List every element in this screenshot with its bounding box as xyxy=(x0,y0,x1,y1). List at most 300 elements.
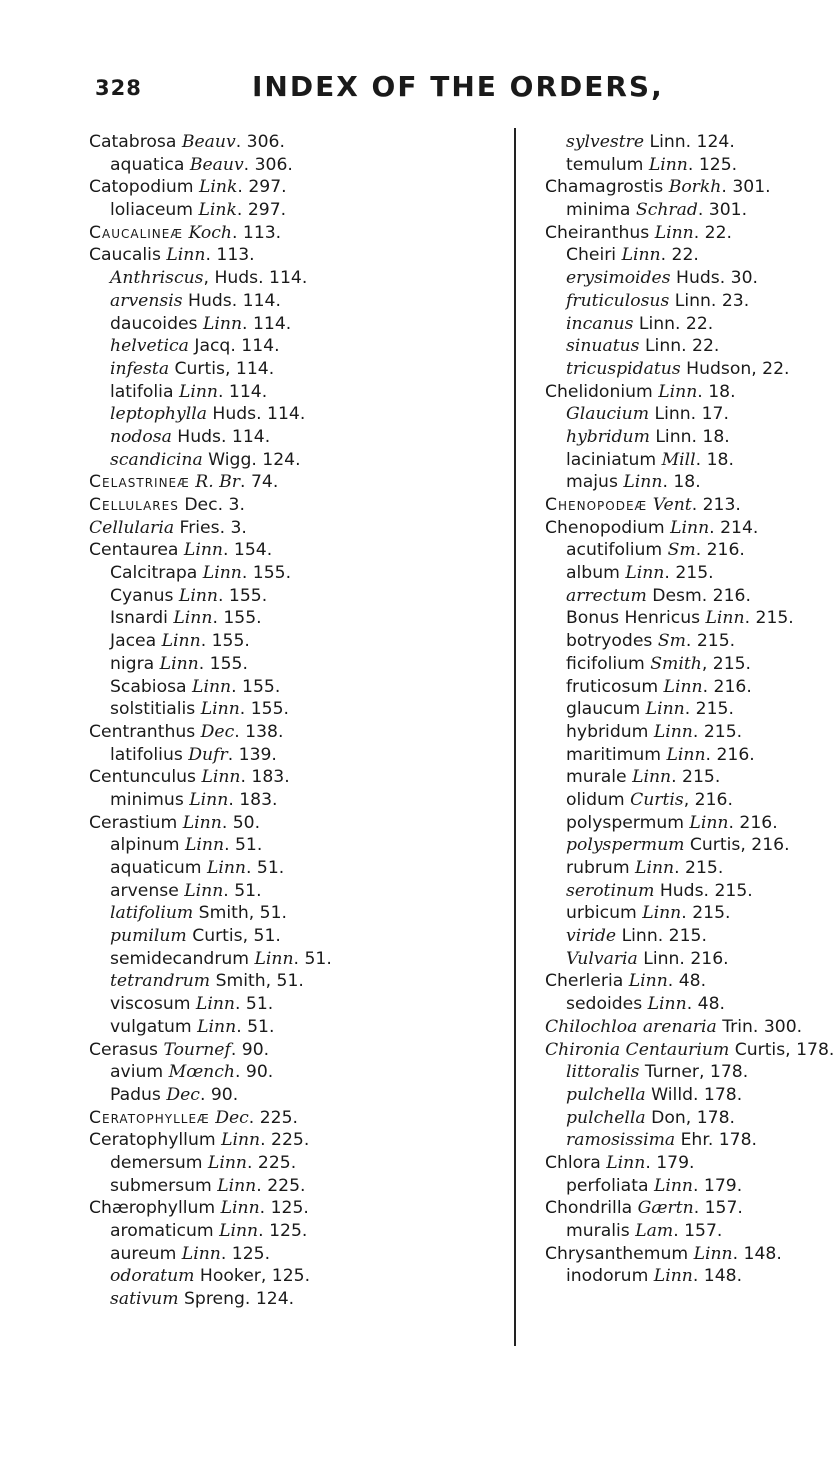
index-entry xyxy=(545,494,795,517)
entry-text-segment: semidecandrum xyxy=(110,948,255,969)
entry-text-segment: Linn xyxy=(653,1266,693,1287)
entry-text-segment: Link xyxy=(199,177,238,198)
index-subentry xyxy=(89,426,504,449)
entry-text-segment: . 113. xyxy=(231,222,282,243)
entry-text-segment: Chamagrostis xyxy=(545,177,669,198)
index-entry xyxy=(545,1197,795,1220)
entry-text-segment: Mill xyxy=(661,449,696,470)
index-subentry xyxy=(545,449,795,472)
entry-text-segment: Linn xyxy=(159,653,199,674)
index-subentry xyxy=(545,1175,795,1198)
index-subentry xyxy=(545,244,795,267)
index-subentry xyxy=(545,267,795,290)
entry-text-segment: Linn xyxy=(648,154,688,175)
index-subentry xyxy=(89,630,504,653)
index-subentry xyxy=(89,744,504,767)
entry-text-segment: . 179. xyxy=(693,1175,743,1196)
entry-text-segment: Linn xyxy=(217,1175,257,1196)
index-subentry xyxy=(89,653,504,676)
entry-text-segment: demersum xyxy=(110,1152,208,1173)
entry-text-segment: . 216. xyxy=(705,744,755,765)
entry-text-segment: Linn xyxy=(632,767,672,788)
index-subentry xyxy=(89,358,504,381)
entry-text-segment: Linn xyxy=(189,789,229,810)
entry-text-segment: vulgatum xyxy=(110,1016,198,1037)
entry-text-segment: muralis xyxy=(566,1221,636,1241)
index-entry xyxy=(545,176,795,199)
entry-text-segment: Chlora xyxy=(545,1152,607,1173)
entry-text-segment: infesta xyxy=(110,358,170,379)
entry-text-segment: Curtis, 178. xyxy=(729,1039,834,1060)
index-subentry xyxy=(545,1265,795,1288)
index-subentry xyxy=(545,948,795,971)
entry-text-segment: . 90. xyxy=(234,1062,274,1083)
entry-text-segment: Linn xyxy=(647,994,687,1015)
entry-text-segment: Huds. 114. xyxy=(182,290,281,311)
entry-text-segment: . 51. xyxy=(224,835,263,856)
entry-text-segment: nigra xyxy=(110,653,160,674)
entry-text-segment: Spreng. 124. xyxy=(178,1289,295,1310)
entry-text-segment: Curtis, 51. xyxy=(186,926,281,947)
entry-text-segment: . 215. xyxy=(681,903,731,924)
index-subentry xyxy=(89,834,504,857)
index-entry xyxy=(89,766,504,789)
entry-text-segment: littoralis xyxy=(566,1062,640,1083)
entry-text-segment: ficifolium xyxy=(566,653,651,674)
entry-text-segment: . 48. xyxy=(667,971,707,992)
index-subentry xyxy=(545,403,795,426)
entry-text-segment: nodosa xyxy=(110,426,172,447)
entry-text-segment: Cyanus xyxy=(110,585,179,606)
entry-text-segment: tricuspidatus xyxy=(566,358,681,379)
index-subentry xyxy=(545,154,795,177)
index-subentry xyxy=(545,653,795,676)
entry-text-segment: Caucalis xyxy=(89,245,167,266)
entry-text-segment: . 215. xyxy=(671,767,721,788)
entry-text-segment: arvense xyxy=(110,880,185,901)
index-subentry xyxy=(89,1016,504,1039)
index-subentry xyxy=(545,1129,795,1152)
entry-text-segment: . 155. xyxy=(217,585,268,606)
entry-text-segment: Willd. 178. xyxy=(645,1084,743,1105)
entry-text-segment: sativum xyxy=(110,1289,179,1310)
entry-text-segment: . 155. xyxy=(212,608,262,629)
entry-text-segment: Chondrilla xyxy=(545,1198,638,1219)
entry-text-segment: . 155. xyxy=(198,653,248,674)
index-subentry xyxy=(89,948,504,971)
entry-text-segment: Cellulares xyxy=(89,495,179,515)
entry-text-segment: . 215. xyxy=(685,631,736,652)
entry-text-segment: Linn. 22. xyxy=(639,336,720,357)
entry-text-segment: Linn xyxy=(606,1152,646,1173)
entry-text-segment: Celastrineæ xyxy=(89,472,190,493)
entry-text-segment: Huds. 215. xyxy=(654,880,753,901)
entry-text-segment: Sm xyxy=(667,540,696,561)
index-subentry xyxy=(89,1084,504,1107)
entry-text-segment: Sm xyxy=(657,631,686,652)
index-subentry xyxy=(89,970,504,993)
entry-text-segment: Smith, 51. xyxy=(193,903,288,924)
entry-text-segment: viride xyxy=(566,926,617,947)
index-subentry xyxy=(545,789,795,812)
entry-text-segment: . 306. xyxy=(235,132,285,152)
entry-text-segment: hybridum xyxy=(566,721,654,742)
index-subentry xyxy=(545,880,795,903)
index-subentry xyxy=(89,1288,504,1311)
entry-text-segment: Centunculus xyxy=(89,767,202,788)
entry-text-segment: solstitialis xyxy=(110,699,201,720)
entry-text-segment: tetrandrum xyxy=(110,971,211,992)
entry-text-segment: Ceratophylleæ xyxy=(89,1107,210,1128)
entry-text-segment: Linn xyxy=(161,631,201,652)
entry-text-segment: . 225. xyxy=(246,1152,297,1173)
entry-text-segment: Scabiosa xyxy=(110,676,193,697)
entry-text-segment: olidum xyxy=(566,789,631,810)
entry-text-segment: Chironia Centaurium xyxy=(545,1039,730,1060)
entry-text-segment: perfoliata xyxy=(566,1175,654,1196)
entry-text-segment: Linn xyxy=(658,381,698,402)
entry-text-segment: Linn xyxy=(654,222,694,243)
index-entry xyxy=(89,1129,504,1152)
entry-text-segment: polyspermum xyxy=(566,835,685,856)
entry-text-segment: . 225. xyxy=(256,1175,306,1196)
entry-text-segment: arrectum xyxy=(566,585,647,606)
entry-text-segment: , 215. xyxy=(701,653,752,674)
index-subentry xyxy=(89,290,504,313)
entry-text-segment: . 51. xyxy=(236,1016,275,1037)
entry-text-segment: Linn xyxy=(207,1152,247,1173)
index-entry xyxy=(545,1016,803,1039)
entry-text-segment: Centranthus xyxy=(89,721,201,742)
entry-text-segment: Curtis xyxy=(630,789,684,810)
entry-text-segment: fruticosum xyxy=(566,676,664,697)
index-subentry xyxy=(89,880,504,903)
entry-text-segment: Linn xyxy=(219,1221,259,1241)
index-subentry xyxy=(545,471,795,494)
entry-text-segment: . 138. xyxy=(234,721,284,742)
entry-text-segment: Linn xyxy=(173,608,213,629)
entry-text-segment: Ceratophyllum xyxy=(89,1130,222,1151)
index-subentry xyxy=(545,698,795,721)
entry-text-segment: Dec. 3. xyxy=(178,495,245,515)
entry-text-segment: Linn xyxy=(192,676,232,697)
entry-text-segment: Linn xyxy=(183,540,223,561)
entry-text-segment: . 114. xyxy=(218,381,268,402)
entry-text-segment: Linn. 23. xyxy=(669,290,750,311)
index-subentry xyxy=(89,1220,504,1243)
entry-text-segment: Jacea xyxy=(110,631,162,652)
index-subentry xyxy=(89,335,504,358)
entry-text-segment: polyspermum xyxy=(566,812,690,833)
entry-text-segment: Huds. 114. xyxy=(171,426,271,447)
page-header xyxy=(0,70,800,110)
entry-text-segment: . 51. xyxy=(246,858,285,878)
entry-text-segment: Chrysanthemum xyxy=(545,1243,694,1264)
entry-text-segment: Caucalineæ xyxy=(89,222,184,243)
index-subentry xyxy=(545,676,795,699)
entry-text-segment: Linn xyxy=(666,744,706,765)
index-subentry xyxy=(545,857,795,880)
entry-text-segment: murale xyxy=(566,767,633,788)
entry-text-segment: Linn xyxy=(623,472,663,493)
entry-text-segment: . 213. xyxy=(691,495,741,515)
entry-text-segment: . 215. xyxy=(684,699,734,720)
entry-text-segment: Linn xyxy=(645,699,685,720)
index-entry xyxy=(89,1197,504,1220)
entry-text-segment: Chenopodium xyxy=(545,517,671,538)
entry-text-segment: Curtis, 114. xyxy=(169,358,275,379)
entry-text-segment: . 215. xyxy=(744,608,794,629)
entry-text-segment: daucoides xyxy=(110,313,203,334)
entry-text-segment: . 148. xyxy=(692,1266,743,1287)
index-entry xyxy=(89,517,504,540)
page-number: 328 xyxy=(95,76,142,100)
entry-text-segment: album xyxy=(566,563,626,584)
entry-text-segment: Linn xyxy=(206,858,246,878)
index-entry xyxy=(89,1107,504,1130)
entry-text-segment: . 155. xyxy=(241,563,292,584)
entry-text-segment: Dufr xyxy=(188,744,228,765)
entry-text-segment: . 179. xyxy=(645,1152,695,1173)
entry-text-segment: . 157. xyxy=(693,1198,743,1219)
index-entry xyxy=(89,1039,504,1062)
entry-text-segment: Dec xyxy=(200,721,235,742)
index-subentry xyxy=(545,993,795,1016)
index-entry xyxy=(89,471,504,494)
index-entry xyxy=(89,176,504,199)
index-subentry xyxy=(545,721,795,744)
index-subentry xyxy=(545,1220,795,1243)
entry-text-segment: . 301. xyxy=(697,200,748,221)
entry-text-segment: . 125. xyxy=(259,1198,309,1219)
entry-text-segment: Linn xyxy=(202,563,242,584)
entry-text-segment: . 18. xyxy=(695,449,734,470)
entry-text-segment: Linn xyxy=(705,608,745,629)
running-title: INDEX OF THE ORDERS, xyxy=(252,70,664,103)
entry-text-segment: . 51. xyxy=(223,880,262,901)
index-subentry xyxy=(89,993,504,1016)
index-subentry xyxy=(89,902,504,925)
entry-text-segment: Hooker, 125. xyxy=(194,1266,311,1287)
entry-text-segment: Beauv xyxy=(189,154,244,175)
right-column xyxy=(545,131,834,1288)
entry-text-segment: pulchella xyxy=(566,1084,646,1105)
entry-text-segment: pulchella xyxy=(566,1107,646,1128)
entry-text-segment: Linn xyxy=(628,971,668,992)
entry-text-segment: . 155. xyxy=(200,631,250,652)
entry-text-segment: aureum xyxy=(110,1243,182,1264)
entry-text-segment: Linn xyxy=(670,517,710,538)
index-entry xyxy=(545,970,795,993)
entry-text-segment: Huds. 114. xyxy=(206,404,306,425)
entry-text-segment: aquaticum xyxy=(110,858,207,878)
entry-text-segment: Smith, 51. xyxy=(210,971,304,992)
index-subentry xyxy=(545,199,795,222)
entry-text-segment: acutifolium xyxy=(566,540,668,561)
entry-text-segment: . 183. xyxy=(228,789,278,810)
entry-text-segment: Link xyxy=(198,200,237,221)
entry-text-segment: Linn xyxy=(642,903,682,924)
entry-text-segment: ramosissima xyxy=(566,1130,676,1151)
index-subentry xyxy=(89,562,504,585)
index-subentry xyxy=(545,607,795,630)
index-subentry xyxy=(545,744,795,767)
entry-text-segment: . 51. xyxy=(293,948,332,969)
entry-text-segment: . 22. xyxy=(693,222,733,243)
index-subentry xyxy=(89,925,504,948)
entry-text-segment: Linn xyxy=(254,948,294,969)
entry-text-segment: Linn xyxy=(621,245,661,266)
entry-text-segment: Ehr. 178. xyxy=(675,1130,758,1151)
entry-text-segment: Chilochloa arenaria xyxy=(545,1016,717,1037)
index-subentry xyxy=(545,1061,795,1084)
index-subentry xyxy=(545,335,795,358)
entry-text-segment: Linn xyxy=(195,994,235,1015)
index-subentry xyxy=(545,290,795,313)
entry-text-segment: minimus xyxy=(110,789,190,810)
entry-text-segment: Linn xyxy=(663,676,703,697)
entry-text-segment: Catabrosa xyxy=(89,132,182,152)
entry-text-segment: Huds. 30. xyxy=(670,268,758,289)
entry-text-segment: Linn xyxy=(221,1130,261,1151)
entry-text-segment: . 90. xyxy=(199,1084,239,1105)
entry-text-segment: Cerastium xyxy=(89,812,183,833)
index-entry xyxy=(89,812,504,835)
entry-text-segment: avium xyxy=(110,1062,169,1083)
index-subentry xyxy=(545,562,795,585)
entry-text-segment: sinuatus xyxy=(566,336,640,357)
entry-text-segment: Chelidonium xyxy=(545,381,659,402)
entry-text-segment: Linn xyxy=(689,812,729,833)
entry-text-segment: Jacq. 114. xyxy=(188,336,280,357)
entry-text-segment: . 74. xyxy=(240,472,279,493)
index-subentry xyxy=(89,199,504,222)
entry-text-segment: . 139. xyxy=(227,744,277,765)
entry-text-segment: Gærtn xyxy=(637,1198,694,1219)
index-entry xyxy=(545,381,795,404)
entry-text-segment: Wigg. 124. xyxy=(202,449,301,470)
entry-text-segment: . 216. xyxy=(695,540,745,561)
entry-text-segment: Centaurea xyxy=(89,540,184,561)
index-subentry xyxy=(89,607,504,630)
entry-text-segment: Linn xyxy=(178,585,218,606)
entry-text-segment: botryodes xyxy=(566,631,658,652)
index-subentry xyxy=(89,1061,504,1084)
left-column xyxy=(89,131,504,1311)
entry-text-segment: sylvestre xyxy=(566,132,645,152)
entry-text-segment: inodorum xyxy=(566,1266,654,1287)
entry-text-segment: . 215. xyxy=(692,721,743,742)
entry-text-segment: sedoides xyxy=(566,994,648,1015)
entry-text-segment: Linn xyxy=(184,880,224,901)
entry-text-segment: Hudson, 22. xyxy=(680,358,790,379)
index-entry xyxy=(89,539,504,562)
entry-text-segment: fruticulosus xyxy=(566,290,670,311)
entry-text-segment: . 216. xyxy=(728,812,778,833)
index-entry xyxy=(545,1243,795,1266)
entry-text-segment: Linn xyxy=(653,1175,693,1196)
index-subentry xyxy=(545,426,795,449)
index-subentry xyxy=(545,902,795,925)
index-subentry xyxy=(89,1265,504,1288)
entry-text-segment: Cheiranthus xyxy=(545,222,655,243)
entry-text-segment: . 183. xyxy=(240,767,290,788)
entry-text-segment: Calcitrapa xyxy=(110,563,203,584)
entry-text-segment: . 90. xyxy=(230,1039,270,1060)
entry-text-segment: Cellularia xyxy=(89,517,175,538)
entry-text-segment: , Huds. 114. xyxy=(203,268,308,289)
entry-text-segment: Linn. 216. xyxy=(637,948,729,969)
entry-text-segment: Anthriscus xyxy=(110,268,204,289)
entry-text-segment: Lam xyxy=(635,1221,674,1241)
entry-text-segment: pumilum xyxy=(110,926,187,947)
entry-text-segment: . 216. xyxy=(702,676,752,697)
index-subentry xyxy=(545,812,795,835)
entry-text-segment: . 301. xyxy=(721,177,771,198)
entry-text-segment: Linn xyxy=(625,563,665,584)
entry-text-segment: Linn xyxy=(197,1016,237,1037)
entry-text-segment: R. Br xyxy=(195,472,241,493)
index-entry xyxy=(89,494,504,517)
entry-text-segment: Cerasus xyxy=(89,1039,164,1060)
entry-text-segment: Padus xyxy=(110,1084,167,1105)
entry-text-segment: Koch xyxy=(188,222,232,243)
entry-text-segment: Tournef xyxy=(163,1039,231,1060)
entry-text-segment: majus xyxy=(566,472,624,493)
entry-text-segment: Linn xyxy=(635,858,675,878)
entry-text-segment: . 215. xyxy=(664,563,714,584)
entry-text-segment: . 225. xyxy=(248,1107,298,1128)
entry-text-segment: . 22. xyxy=(660,245,699,266)
entry-text-segment: . 125. xyxy=(687,154,738,175)
entry-text-segment: Linn. 124. xyxy=(644,132,735,152)
entry-text-segment: Vulvaria xyxy=(566,948,638,969)
index-subentry xyxy=(89,1152,504,1175)
entry-text-segment: . 306. xyxy=(243,154,293,175)
entry-text-segment: Chærophyllum xyxy=(89,1198,221,1219)
entry-text-segment: Isnardi xyxy=(110,608,174,629)
entry-text-segment: alpinum xyxy=(110,835,185,856)
index-subentry xyxy=(545,834,795,857)
entry-text-segment: . 297. xyxy=(237,177,287,198)
index-subentry xyxy=(89,381,504,404)
index-entry xyxy=(545,1039,834,1062)
entry-text-segment: Linn. 215. xyxy=(616,926,707,947)
entry-text-segment: . 18. xyxy=(697,381,736,402)
entry-text-segment: temulum xyxy=(566,154,649,175)
entry-text-segment: . 125. xyxy=(220,1243,271,1264)
index-entry xyxy=(545,1152,795,1175)
entry-text-segment: Bonus Henricus xyxy=(566,608,706,629)
entry-text-segment: serotinum xyxy=(566,880,655,901)
entry-text-segment: maritimum xyxy=(566,744,667,765)
entry-text-segment: Desm. 216. xyxy=(646,585,751,606)
index-entry xyxy=(89,131,504,154)
index-entry xyxy=(89,721,504,744)
entry-text-segment: . 113. xyxy=(205,245,255,266)
entry-text-segment: Linn xyxy=(201,767,241,788)
entry-text-segment: . 155. xyxy=(231,676,281,697)
entry-text-segment: . 215. xyxy=(674,858,724,878)
entry-text-segment: Beauv xyxy=(181,132,236,152)
index-subentry xyxy=(89,154,504,177)
index-subentry xyxy=(545,131,795,154)
entry-text-segment: hybridum xyxy=(566,426,650,447)
entry-text-segment: . 50. xyxy=(221,812,261,833)
entry-text-segment: . 155. xyxy=(239,699,289,720)
entry-text-segment: urbicum xyxy=(566,903,643,924)
entry-text-segment: Linn xyxy=(185,835,225,856)
